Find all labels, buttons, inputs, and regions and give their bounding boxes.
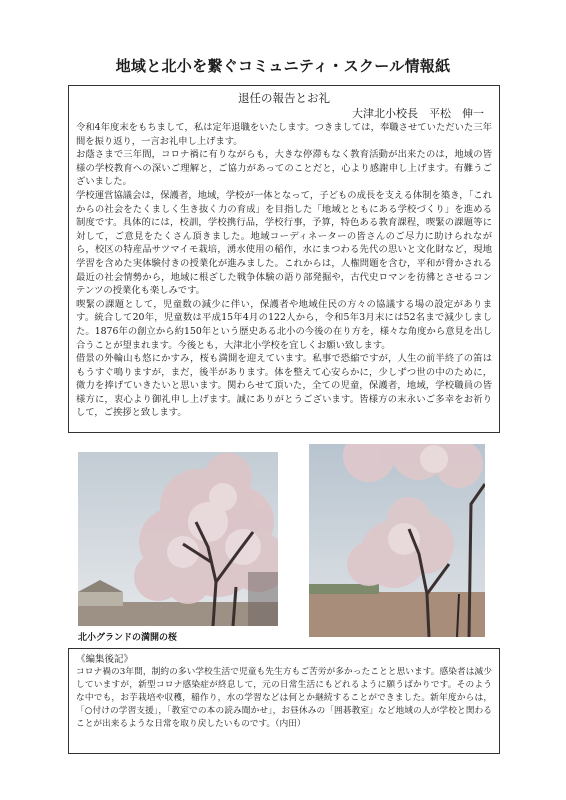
article-box [68,85,500,433]
cherry-blossom-photo-right [309,444,485,637]
article-title: 退任の報告とお礼 [238,91,330,105]
editorial-text: コロナ禍の3年間，制約の多い学校生活で児童も先生方もご苦労が多かったことと思います。感染者は減少していますが，新型コロナ感染症が終息して，元の日常生活にもどれるように願うばかりです。そのような中でも，お芋栽培や収穫，稲作り，水の学習などは何とか継続することができました。新年度からは，「○付けの学習支援」，「教室での本の読み聞かせ」，お昼休みの「囲碁教室」など地域の人が学校と関わることが出来るような日常を取り戻したいものです。（内田） [76,667,492,729]
article-paragraph: 学校運営協議会は，保護者，地域，学校が一体となって，子どもの成長を支える体制を築き，「これからの社会をたくましく生き抜く力の育成」を目指した「地域とともにある学校づくり」を進める制度です。具体的には，校訓，学校携行品，学校行事，予算，特色ある教育課程，喫緊の課題等に対して，ご意見をたくさん頂きました。地域コーディネーターの皆さんのご尽力に助けられながら，校区の特産品サツマイモ栽培，湧水使用の稲作，水にまつわる先代の思いと文化財など，現地学習を含めた実体験付きの授業化が進みました。これからは，人権問題を含む，平和が脅かされる最近の社会情勢から，地域に根ざした戦争体験の語り部発掘や，古代史ロマンを彷彿とさせるコンテンツの授業化も楽しみです。 [76,189,492,297]
editorial-heading: 《編集後記》 [76,654,134,665]
article-paragraph: 喫緊の課題として，児童数の減少に伴い，保護者や地域住民の方々の協議する場の設定があります。統合して20年，児童数は平成15年4月の122人から，令和5年3月末には52名まで減少しました。1876年の創立から約150年という歴史ある北小の今後の在り方を，様々な角度から意見を出し合うことが望まれます。今後とも，大津北小学校を宜しくお願い致します。 [76,298,492,351]
editorial-box [68,648,500,754]
article-author: 大津北小校長 平松 伸一 [352,107,484,120]
photo-caption: 北小グランドの満開の桜 [78,633,178,643]
article-paragraph: お蔭さまで三年間，コロナ禍に有りながらも，大きな停滞もなく教育活動が出来たのは，地域の皆様の学校教育への深いご理解と，ご協力があってのことだと，心より感謝申し上げます。有難うございました。 [76,149,492,188]
article-paragraph: 借景の外輪山も悠にかすみ，桜も満開を迎えています。私事で恐縮ですが，人生の前半終了の笛はもうすぐ鳴りますが，まだ，後半があります。体を整えて心安らかに，少しずつ世の中のために，微力を捧げていきたいと思います。関わらせて頂いた，全ての児童，保護者，地域，学校職員の皆様方に，衷心より御礼申し上げます。誠にありがとうございます。皆様方の末永いご多幸をお祈りして，ご挨拶と致します。 [76,353,492,419]
article-paragraph: 令和4年度末をもちまして，私は定年退職をいたします。つきましては，奉職させていただいた三年間を振り返り，一言お礼申し上げます。 [76,122,492,147]
newsletter-title: 地域と北小を繋ぐコミュニティ・スクール情報紙 [115,57,451,75]
cherry-blossom-photo-left [78,452,278,626]
